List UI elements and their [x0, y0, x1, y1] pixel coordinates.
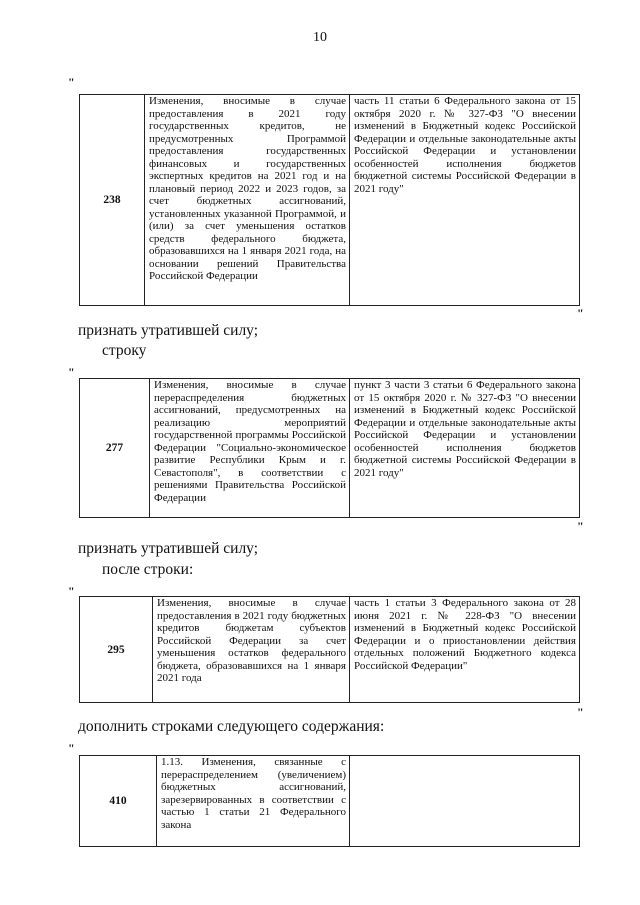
- table-block-295: [79, 596, 580, 703]
- row-description: Изменения, вносимые в случае предоставления в 2021 году государственных кредитов, не предусмотренных Программой предоставления государственных финансовых и государственных экспертных кредитов на 2021 год и на плановый период 2022 и 2023 годов, за счет бюджетных ассигнований, установленных указанной Программой, и (или) за счет уменьшения остатков средств федерального бюджета, образовавшихся на 1 января 2021 года, на основании решений Правительства Российской Федерации: [145, 95, 350, 306]
- opening-quote: ": [68, 365, 75, 379]
- opening-quote: ": [68, 584, 75, 598]
- row-number: 410: [80, 756, 157, 847]
- row-description: Изменения, вносимые в случае предоставления в 2021 году бюджетных кредитов бюджетам субъектов Российской Федерации за счет уменьшения остатков федерального бюджета, образовавшихся на 1 января 2021 года: [153, 597, 350, 703]
- closing-quote: ": [577, 705, 584, 719]
- row-number: 238: [80, 95, 145, 306]
- row-legal-basis: часть 11 статьи 6 Федерального закона от 15 октября 2020 г. № 327-ФЗ "О внесении изменений в Бюджетный кодекс Российской Федерации и отдельные законодательные акты Российской Федерации и установлении особенностей исполнения бюджетов бюджетной системы Российской Федерации в 2021 году": [350, 95, 580, 306]
- paragraph-row-word: строку: [102, 342, 147, 359]
- row-legal-basis: [350, 756, 580, 847]
- closing-quote: ": [577, 306, 584, 320]
- row-description: Изменения, вносимые в случае перераспределения бюджетных ассигнований, предусмотренных на реализацию мероприятий государственной программы Российской Федерации "Социально-экономическое развитие Республики Крым и г. Севастополя", в соответствии с решениями Правительства Российской Федерации: [150, 379, 350, 518]
- row-number: 277: [80, 379, 150, 518]
- closing-quote: ": [577, 519, 584, 533]
- row-legal-basis: пункт 3 части 3 статьи 6 Федерального закона от 15 октября 2020 г. № 327-ФЗ "О внесении изменений в Бюджетный кодекс Российской Федерации и отдельные законодательные акты Российской Федерации и установлении особенностей исполнения бюджетов бюджетной системы Российской Федерации в 2021 году": [350, 379, 580, 518]
- table-block-277: [79, 378, 580, 518]
- paragraph-add-rows: дополнить строками следующего содержания:: [78, 718, 385, 735]
- row-description: 1.13. Изменения, связанные с перераспределением (увеличением) бюджетных ассигнований, зарезервированных в соответствии с частью 1 статьи 21 Федерального закона: [157, 756, 350, 847]
- row-number: 295: [80, 597, 153, 703]
- paragraph-after-row: после строки:: [102, 561, 194, 578]
- paragraph-invalidate: признать утратившей силу;: [78, 322, 259, 339]
- paragraph-invalidate: признать утратившей силу;: [78, 540, 259, 557]
- table-block-238: [79, 94, 580, 306]
- row-legal-basis: часть 1 статьи 3 Федерального закона от 28 июня 2021 г. № 228-ФЗ "О внесении изменений в Бюджетный кодекс Российской Федерации и о приостановлении действия отдельных положений Бюджетного кодекса Российской Федерации": [350, 597, 580, 703]
- page-number: 10: [313, 30, 327, 45]
- table-block-410: [79, 755, 580, 847]
- opening-quote: ": [68, 75, 75, 89]
- opening-quote: ": [68, 741, 75, 755]
